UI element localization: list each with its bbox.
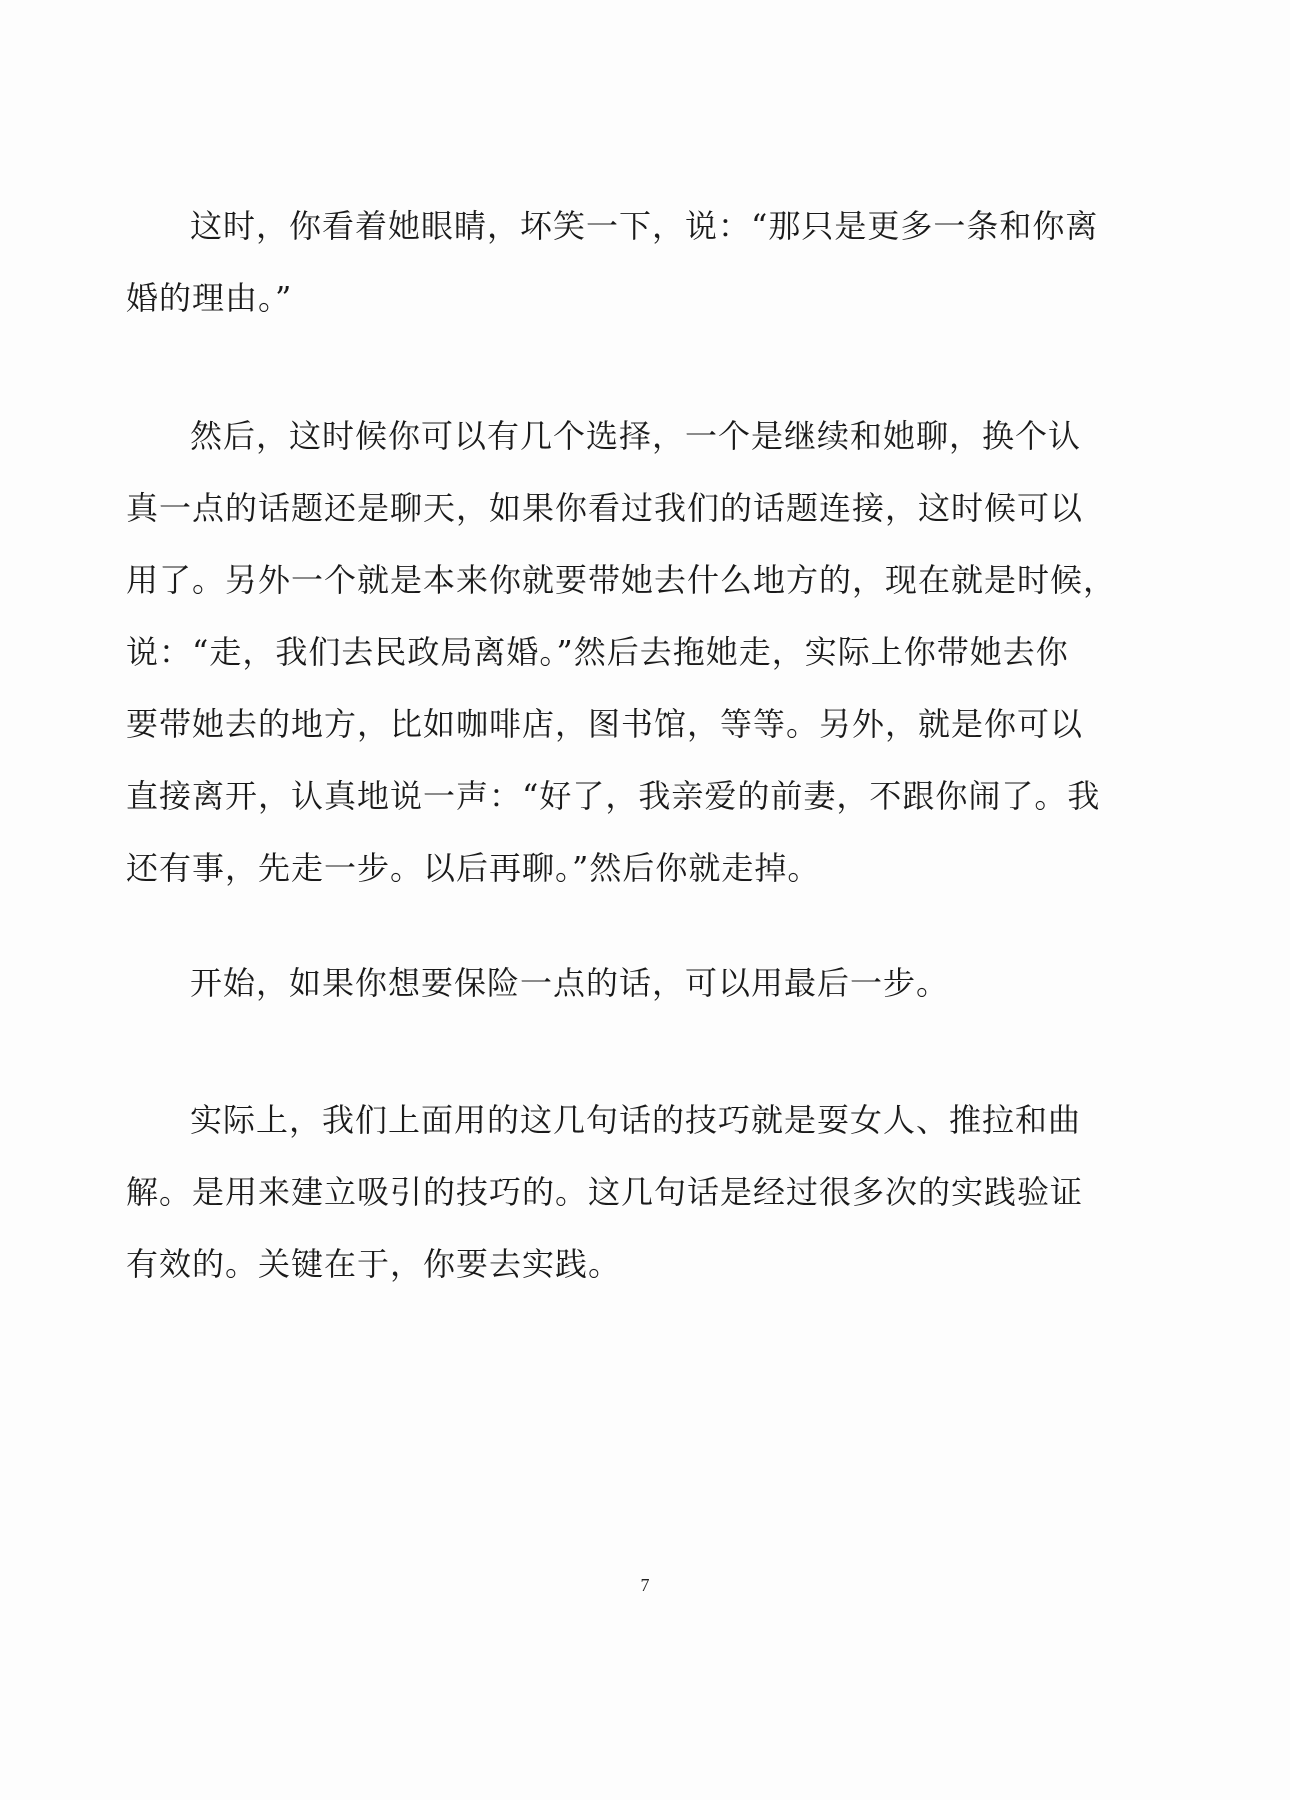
text-line: 有效的。关键在于，你要去实践。 <box>126 1245 622 1283</box>
text-line: 要带她去的地方，比如咖啡店，图书馆，等等。另外，就是你可以 <box>126 705 1084 743</box>
text-line: 还有事，先走一步。以后再聊。”然后你就走掉。 <box>126 849 821 887</box>
paragraph-2 <box>126 400 1117 904</box>
text-line: 实际上，我们上面用的这几句话的技巧就是耍女人、推拉和曲 <box>190 1101 1082 1139</box>
text-line: 这时，你看着她眼睛，坏笑一下，说：“那只是更多一条和你离 <box>190 207 1099 245</box>
text-line: 说：“走，我们去民政局离婚。”然后去拖她走，实际上你带她去你 <box>126 633 1069 671</box>
paragraph-1 <box>126 190 1112 334</box>
text-line: 开始，如果你想要保险一点的话，可以用最后一步。 <box>190 964 950 1002</box>
paragraph-4 <box>126 1084 1112 1300</box>
text-line: 用了。另外一个就是本来你就要带她去什么地方的，现在就是时候， <box>126 561 1117 599</box>
text-line: 然后，这时候你可以有几个选择，一个是继续和她聊，换个认 <box>190 417 1082 455</box>
text-line: 婚的理由。” <box>126 279 293 317</box>
paragraph-3 <box>126 947 1112 1019</box>
text-line: 解。是用来建立吸引的技巧的。这几句话是经过很多次的实践验证 <box>126 1173 1084 1211</box>
text-line: 直接离开，认真地说一声：“好了，我亲爱的前妻，不跟你闹了。我 <box>126 777 1101 815</box>
page-number: 7 <box>640 1575 650 1595</box>
text-line: 真一点的话题还是聊天，如果你看过我们的话题连接，这时候可以 <box>126 489 1084 527</box>
